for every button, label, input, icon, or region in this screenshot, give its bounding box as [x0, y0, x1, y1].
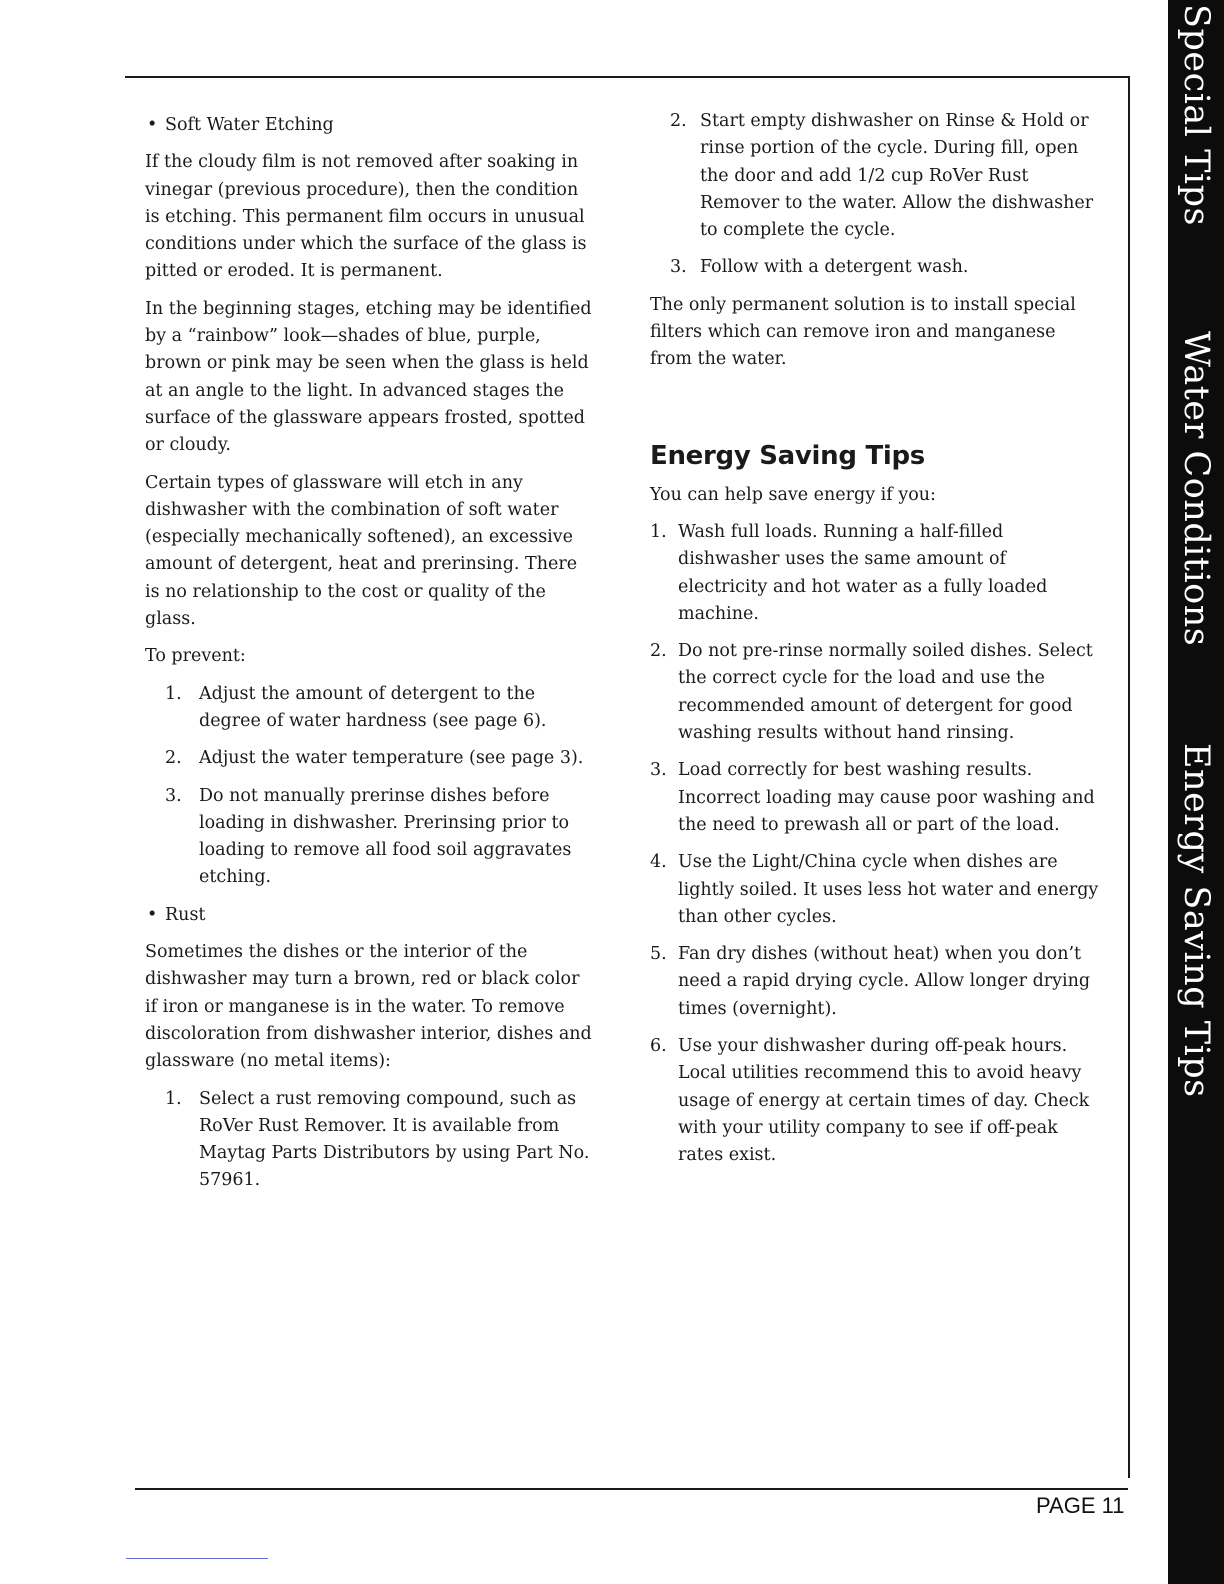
paragraph: Certain types of glassware will etch in any dishwasher with the combination of soft water (especially mechanically softened), an excessive amount of detergent, heat and prerinsing. There is no relationship to the cost or quality of the glass.	[145, 472, 578, 630]
sidebar-label-water-conditions: Water Conditions	[1176, 331, 1216, 647]
list-text: Do not pre-rinse normally soiled dishes. Select the correct cycle for the load and use the recommended amount of detergent for good washing results without hand rinsing.	[678, 641, 1093, 744]
paragraph: Sometimes the dishes or the interior of the dishwasher may turn a brown, red or black color if iron or manganese is in the water. To remove discoloration from dishwasher interior, dishes and glassware (no metal items):	[145, 942, 592, 1072]
prevent-steps-list	[145, 681, 595, 892]
rust-steps-continued	[650, 108, 1100, 282]
list-text: Use your dishwasher during off-peak hours. Local utilities recommend this to avoid heavy usage of energy at certain times of day. Check with your utility company to see if off-peak rates exist.	[678, 1036, 1090, 1166]
list-text: Adjust the water temperature (see page 3).	[199, 748, 584, 769]
paragraph: To prevent:	[145, 646, 246, 667]
energy-heading: Energy Saving Tips	[650, 440, 925, 471]
list-item	[165, 745, 595, 772]
paragraph: If the cloudy film is not removed after soaking in vinegar (previous procedure), then the condition is etching. This permanent film occurs in unusual conditions under which the surface of the glass is pitted or eroded. It is permanent.	[145, 152, 587, 282]
list-number: 1.	[650, 521, 667, 542]
sidebar-label-special-tips: Special Tips	[1176, 4, 1216, 226]
bottom-rule	[135, 1488, 1128, 1490]
list-number: 2.	[670, 111, 687, 131]
top-rule	[125, 76, 1130, 78]
list-item	[165, 1086, 595, 1195]
list-item	[670, 108, 1100, 244]
rust-steps-list	[145, 1086, 595, 1195]
list-number: 3.	[670, 257, 687, 278]
list-text: Do not manually prerinse dishes before loading in dishwasher. Prerinsing prior to loading to remove all food soil aggravates etching.	[199, 785, 572, 888]
right-rule	[1128, 76, 1130, 1478]
bullet-soft-water-etching	[145, 112, 595, 139]
section-sidebar	[1168, 0, 1224, 1584]
list-number: 4.	[650, 852, 667, 873]
paragraph: You can help save energy if you:	[650, 484, 936, 505]
list-item	[165, 681, 595, 736]
page-number: PAGE 11	[1036, 1493, 1125, 1518]
list-number: 2.	[165, 748, 182, 769]
list-text: Start empty dishwasher on Rinse & Hold or rinse portion of the cycle. During fill, open the door and add 1/2 cup RoVer Rust Remover to the water. Allow the dishwasher to complete the cycle.	[700, 111, 1094, 241]
list-item	[650, 849, 1100, 931]
left-column	[145, 112, 595, 1205]
list-number: 1.	[165, 1088, 182, 1109]
list-number: 1.	[165, 683, 182, 704]
bullet-dot: •	[147, 904, 158, 925]
list-item	[670, 254, 1100, 281]
list-text: Adjust the amount of detergent to the degree of water hardness (see page 6).	[199, 683, 547, 731]
list-item	[165, 783, 595, 892]
sidebar-label-energy-saving-tips: Energy Saving Tips	[1176, 742, 1216, 1098]
list-item	[650, 941, 1100, 1023]
list-text: Wash full loads. Running a half-filled dishwasher uses the same amount of electricity and hot water as a fully loaded machine.	[678, 521, 1048, 624]
list-number: 3.	[650, 760, 667, 781]
bullet-rust	[145, 902, 595, 929]
paragraph: The only permanent solution is to install special filters which can remove iron and manganese from the water.	[650, 294, 1076, 370]
list-item	[650, 757, 1100, 839]
right-column	[650, 108, 1100, 1180]
list-item	[650, 519, 1100, 628]
list-text: Fan dry dishes (without heat) when you don’t need a rapid drying cycle. Allow longer drying times (overnight).	[678, 944, 1091, 1019]
energy-tips-list	[650, 519, 1100, 1170]
list-number: 3.	[165, 785, 182, 806]
list-number: 5.	[650, 944, 667, 965]
list-number: 2.	[650, 641, 667, 662]
bullet-title: Soft Water Etching	[165, 115, 334, 135]
list-item	[650, 638, 1100, 747]
list-text: Follow with a detergent wash.	[700, 257, 969, 278]
footer-line	[126, 1558, 268, 1559]
list-text: Select a rust removing compound, such as RoVer Rust Remover. It is available from Maytag Parts Distributors by using Part No. 57961.	[199, 1088, 590, 1191]
list-text: Use the Light/China cycle when dishes are lightly soiled. It uses less hot water and energy than other cycles.	[678, 852, 1099, 927]
bullet-title: Rust	[165, 904, 206, 925]
list-item	[650, 1033, 1100, 1169]
list-text: Load correctly for best washing results. Incorrect loading may cause poor washing and the need to prewash all or part of the load.	[678, 760, 1095, 835]
paragraph: In the beginning stages, etching may be identified by a “rainbow” look—shades of blue, purple, brown or pink may be seen when the glass is held at an angle to the light. In advanced stages the surface of the glassware appears frosted, spotted or cloudy.	[145, 298, 592, 456]
bullet-dot: •	[147, 115, 158, 135]
list-number: 6.	[650, 1036, 667, 1057]
